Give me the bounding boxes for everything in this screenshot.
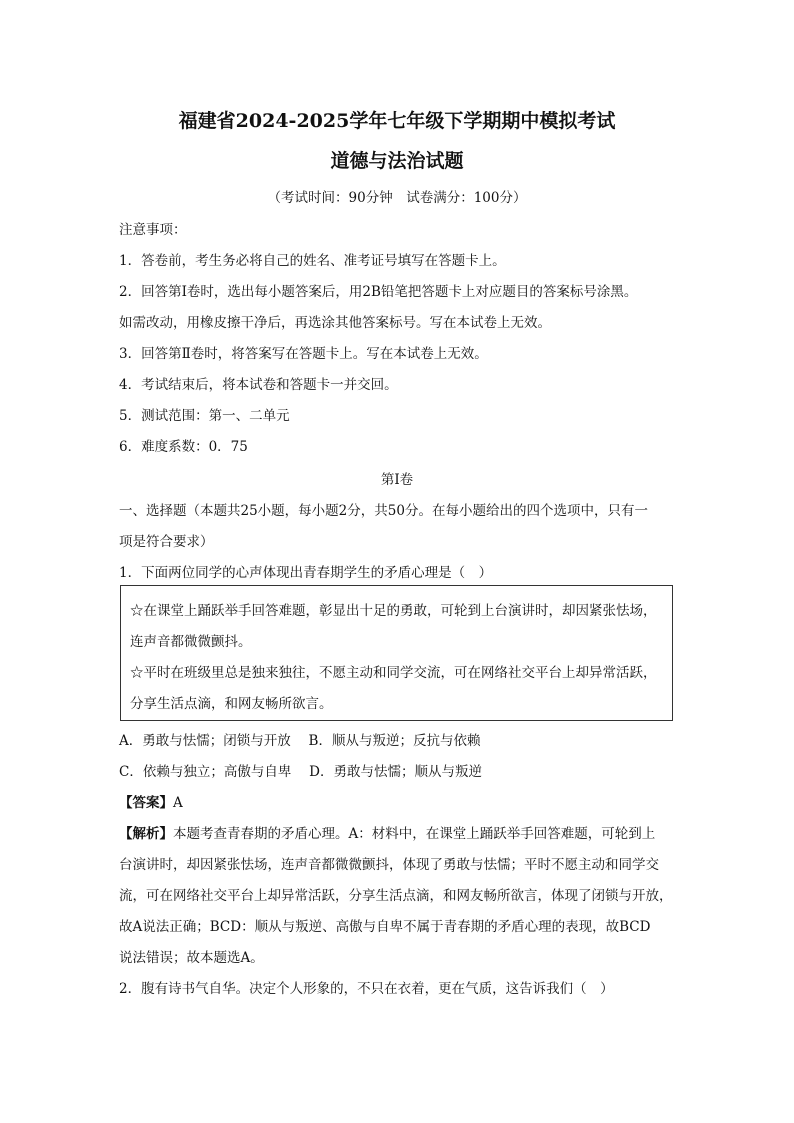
material-line: ☆在课堂上踊跃举手回答难题，彰显出十足的勇敢，可轮到上台演讲时，却因紧张怯场， xyxy=(130,603,657,619)
note-item: 4．考试结束后，将本试卷和答题卡一并交回。 xyxy=(119,377,398,393)
answer-label: 【答案】 xyxy=(119,795,173,811)
note-item: 2．回答第Ⅰ卷时，选出每小题答案后，用2B铅笔把答题卡上对应题目的答案标号涂黑。 xyxy=(119,284,638,300)
note-item: 如需改动，用橡皮擦干净后，再选涂其他答案标号。写在本试卷上无效。 xyxy=(119,315,551,331)
notes-heading: 注意事项： xyxy=(119,222,187,238)
section-instruction: 一、选择题（本题共25小题，每小题2分，共50分。在每小题给出的四个选项中，只有一 xyxy=(119,503,648,519)
analysis-text: 流，可在网络社交平台上却异常活跃，分享生活点滴，和网友畅所欲言，体现了闭锁与开放， xyxy=(119,888,673,904)
note-item: 6．难度系数：0．75 xyxy=(119,439,248,455)
question-1-options: C．依赖与独立；高傲与自卑 D．勇敢与怯懦；顺从与叛逆 xyxy=(119,764,482,780)
exam-title: 福建省2024-2025学年七年级下学期期中模拟考试 xyxy=(178,110,616,132)
answer-line xyxy=(119,791,183,811)
analysis-text: 台演讲时，却因紧张怯场，连声音都微微颤抖，体现了勇敢与怯懦；平时不愿主动和同学交 xyxy=(119,857,659,873)
analysis-label: 【解析】 xyxy=(119,826,173,842)
answer-value: A xyxy=(173,795,183,811)
analysis-line xyxy=(119,822,655,842)
note-item: 3．回答第Ⅱ卷时，将答案写在答题卡上。写在本试卷上无效。 xyxy=(119,346,488,362)
note-item: 1．答卷前，考生务必将自己的姓名、准考证号填写在答题卡上。 xyxy=(119,253,506,269)
note-item: 5．测试范围：第一、二单元 xyxy=(119,408,290,424)
section-label: 第Ⅰ卷 xyxy=(380,472,414,488)
exam-info: （考试时间：90分钟 试卷满分：100分） xyxy=(267,190,527,206)
section-instruction: 项是符合要求） xyxy=(119,534,214,550)
exam-subtitle: 道德与法治试题 xyxy=(330,150,464,172)
question-1-options: A．勇敢与怯懦；闭锁与开放 B．顺从与叛逆；反抗与依赖 xyxy=(119,733,481,749)
question-1-material-box xyxy=(120,585,673,721)
analysis-text: 故A说法正确；BCD：顺从与叛逆、高傲与自卑不属于青春期的矛盾心理的表现，故BCD xyxy=(119,919,651,935)
question-2-stem: 2．腹有诗书气自华。决定个人形象的，不只在衣着，更在气质，这告诉我们（ ） xyxy=(119,981,614,997)
material-line: 分享生活点滴，和网友畅所欲言。 xyxy=(130,696,333,712)
question-1-stem: 1．下面两位同学的心声体现出青春期学生的矛盾心理是（ ） xyxy=(119,565,493,581)
analysis-text: 本题考查青春期的矛盾心理。A：材料中，在课堂上踊跃举手回答难题，可轮到上 xyxy=(173,826,656,842)
material-line: ☆平时在班级里总是独来独往，不愿主动和同学交流，可在网络社交平台上却异常活跃， xyxy=(130,665,657,681)
material-line: 连声音都微微颤抖。 xyxy=(130,634,252,650)
analysis-text: 说法错误；故本题选A。 xyxy=(119,950,264,966)
